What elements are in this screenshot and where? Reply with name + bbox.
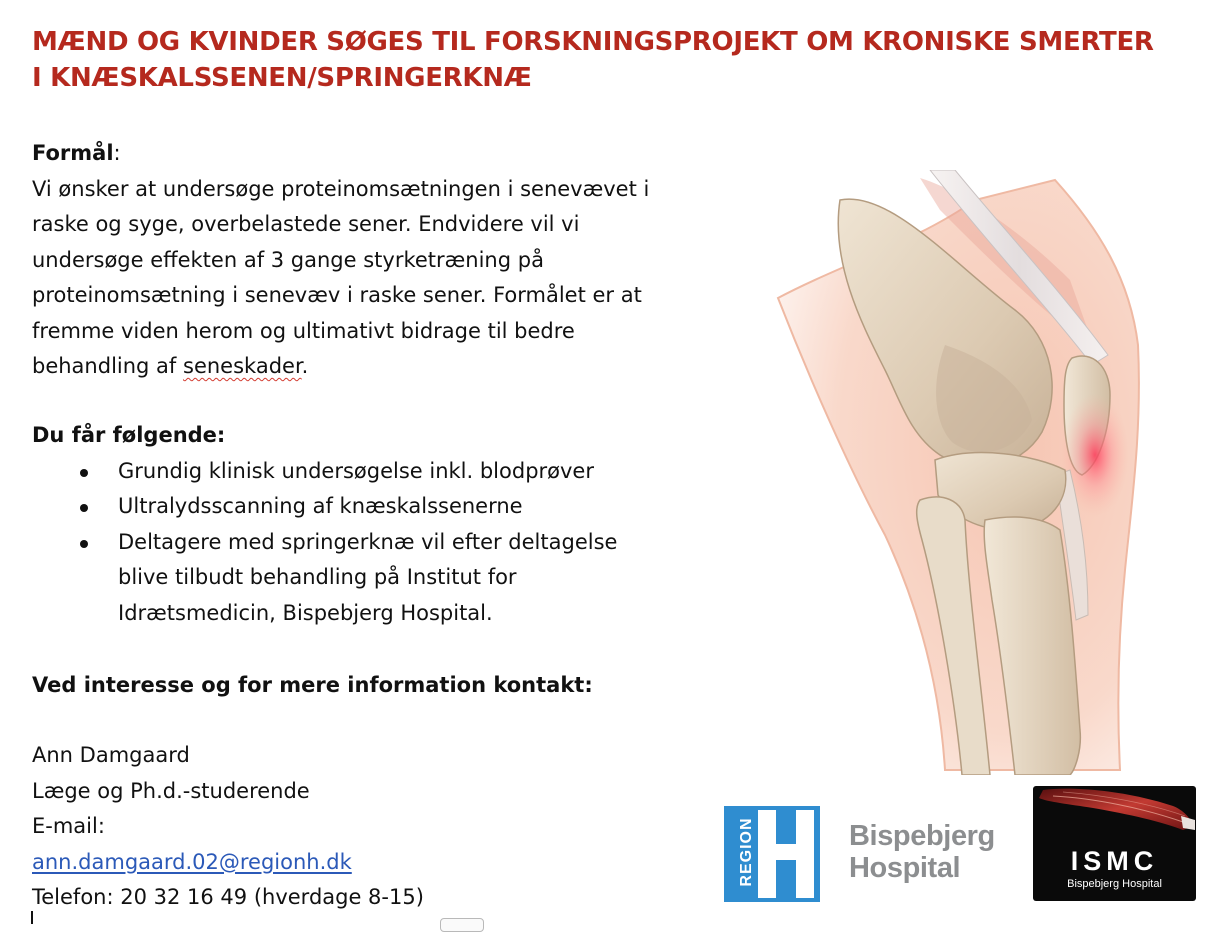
benefits-heading: Du får følgende: <box>32 423 226 447</box>
purpose-text-line: undersøge effekten af 3 gange styrketræning på <box>32 247 544 272</box>
contact-heading: Ved interesse og for mere information kontakt: <box>32 673 593 697</box>
list-item-text: Grundig klinisk undersøgelse inkl. blodprøver <box>118 458 594 483</box>
purpose-label: Formål <box>32 141 114 165</box>
purpose-text-line: Vi ønsker at undersøge proteinomsætningen i senevævet i <box>32 176 650 201</box>
list-item <box>32 489 732 525</box>
email-label: E-mail: <box>32 814 105 838</box>
list-item <box>32 525 732 632</box>
contact-title: Læge og Ph.d.-studerende <box>32 778 310 803</box>
list-item-text: blive tilbudt behandling på Institut for <box>118 565 517 589</box>
purpose-section <box>32 136 732 385</box>
ismc-logo-subtitle: Bispebjerg Hospital <box>1067 878 1162 890</box>
contact-name: Ann Damgaard <box>32 743 190 767</box>
list-item-text: Ultralydsscanning af knæskalssenerne <box>118 494 523 518</box>
muscle-graphic-icon <box>1033 786 1196 846</box>
purpose-text-line: raske og syge, overbelastede sener. Endvidere vil vi <box>32 212 580 236</box>
email-link[interactable]: ann.damgaard.02@regionh.dk <box>32 849 352 874</box>
spellcheck-flagged-word[interactable]: seneskader <box>183 354 302 378</box>
knee-illustration <box>770 170 1190 775</box>
region-logo-text: REGION <box>738 817 755 887</box>
purpose-text-line: proteinomsætning i senevæv i raske sener. Formålet er at <box>32 283 642 307</box>
purpose-last-suffix: . <box>301 354 309 378</box>
ismc-logo <box>1033 786 1196 901</box>
purpose-text-line-last <box>32 349 732 385</box>
benefits-section <box>32 418 732 631</box>
page-title <box>32 24 1182 96</box>
bispebjerg-logo-line-1: Bispebjerg <box>849 820 995 852</box>
purpose-last-prefix: behandling af <box>32 354 183 378</box>
list-item <box>32 454 732 490</box>
bispebjerg-hospital-logo <box>849 820 1024 884</box>
text-cursor <box>31 911 33 924</box>
ismc-logo-name: ISMC <box>1070 846 1159 876</box>
purpose-text-line: fremme viden herom og ultimativt bidrage til bedre <box>32 318 575 343</box>
region-hovedstaden-logo <box>724 806 820 902</box>
contact-section <box>32 738 424 916</box>
page-control-tab[interactable] <box>440 918 484 932</box>
list-item-text: Idrætsmedicin, Bispebjerg Hospital. <box>118 600 493 625</box>
region-logo-h-cross <box>758 844 814 860</box>
benefits-list <box>32 454 732 632</box>
list-item-text: Deltagere med springerknæ vil efter deltagelse <box>118 529 618 554</box>
contact-phone: Telefon: 20 32 16 49 (hverdage 8-15) <box>32 885 424 909</box>
title-line-1: MÆND OG KVINDER SØGES TIL FORSKNINGSPROJEKT OM KRONISKE SMERTER <box>32 27 1154 57</box>
purpose-colon: : <box>113 141 121 165</box>
purpose-label-line <box>32 136 732 172</box>
title-line-2: I KNÆSKALSSENEN/SPRINGERKNÆ <box>32 63 532 93</box>
bispebjerg-logo-line-2: Hospital <box>849 852 961 884</box>
